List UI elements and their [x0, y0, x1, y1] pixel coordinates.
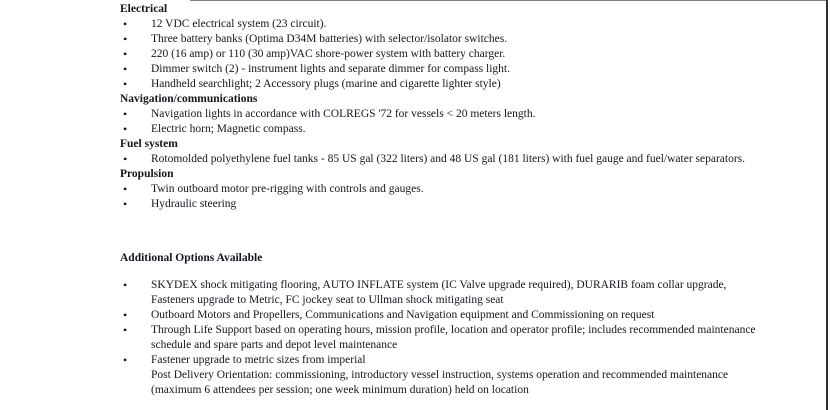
bullet-icon: • — [123, 32, 128, 46]
item-text: Hydraulic steering — [151, 198, 237, 210]
bullet-item — [120, 278, 824, 308]
item-text: Fastener upgrade to metric sizes from imperial Post Delivery Orientation: commissioning, introductory vessel instruction, systems operation and recommended maintenance (maximum 6 attendees per session; one week minimum duration) held on location — [151, 354, 729, 396]
bullet-item — [120, 107, 824, 122]
bullet-item — [120, 62, 824, 77]
page-right-border — [826, 0, 828, 410]
bullet-icon: • — [123, 323, 128, 337]
section-heading: Electrical — [120, 3, 168, 15]
item-text: Electric horn; Magnetic compass. — [151, 123, 306, 135]
bullet-item — [120, 122, 824, 137]
page-top-border — [190, 0, 827, 1]
item-text: Through Life Support based on operating hours, mission profile, location and operator profile; includes recommended maintenance schedule and spare parts and depot level maintenance — [151, 324, 756, 351]
bullet-item — [120, 32, 824, 47]
item-text: Navigation lights in accordance with COLREGS '72 for vessels < 20 meters length. — [151, 108, 536, 120]
bullet-item — [120, 308, 824, 323]
item-text: 12 VDC electrical system (23 circuit). — [151, 18, 327, 30]
document-content — [120, 2, 824, 398]
item-text: Dimmer switch (2) - instrument lights and separate dimmer for compass light. — [151, 63, 510, 75]
item-text: SKYDEX shock mitigating flooring, AUTO INFLATE system (IC Valve upgrade required), DURARIB foam collar upgrade, Fasteners upgrade to Metric, FC jockey seat to Ullman shock mitigating seat — [151, 279, 727, 306]
bullet-item — [120, 17, 824, 32]
bullet-item — [120, 323, 824, 353]
section-heading: Propulsion — [120, 168, 174, 180]
bullet-icon: • — [123, 17, 128, 31]
item-text: Twin outboard motor pre-rigging with controls and gauges. — [151, 183, 424, 195]
bullet-item — [120, 197, 824, 212]
bullet-icon: • — [123, 62, 128, 76]
bullet-icon: • — [123, 197, 128, 211]
bullet-icon: • — [123, 107, 128, 121]
bullet-icon: • — [123, 182, 128, 196]
item-text: Handheld searchlight; 2 Accessory plugs (marine and cigarette lighter style) — [151, 78, 501, 90]
bullet-icon: • — [123, 278, 128, 292]
bullet-item — [120, 152, 824, 167]
bullet-icon: • — [123, 77, 128, 91]
bullet-icon: • — [123, 308, 128, 322]
item-text: 220 (16 amp) or 110 (30 amp)VAC shore-power system with battery charger. — [151, 48, 506, 60]
section-heading: Fuel system — [120, 138, 178, 150]
bullet-item — [120, 353, 824, 398]
bullet-item — [120, 182, 824, 197]
bullet-icon: • — [123, 152, 128, 166]
bullet-icon: • — [123, 353, 128, 367]
section-heading: Additional Options Available — [120, 252, 263, 264]
section-heading: Navigation/communications — [120, 93, 258, 105]
item-text: Outboard Motors and Propellers, Communications and Navigation equipment and Commissioning on request — [151, 309, 655, 321]
bullet-icon: • — [123, 47, 128, 61]
bullet-item — [120, 47, 824, 62]
bullet-item — [120, 77, 824, 92]
item-text: Three battery banks (Optima D34M batteries) with selector/isolator switches. — [151, 33, 508, 45]
item-text: Rotomolded polyethylene fuel tanks - 85 US gal (322 liters) and 48 US gal (181 liters) with fuel gauge and fuel/water separators. — [151, 153, 746, 165]
bullet-icon: • — [123, 122, 128, 136]
